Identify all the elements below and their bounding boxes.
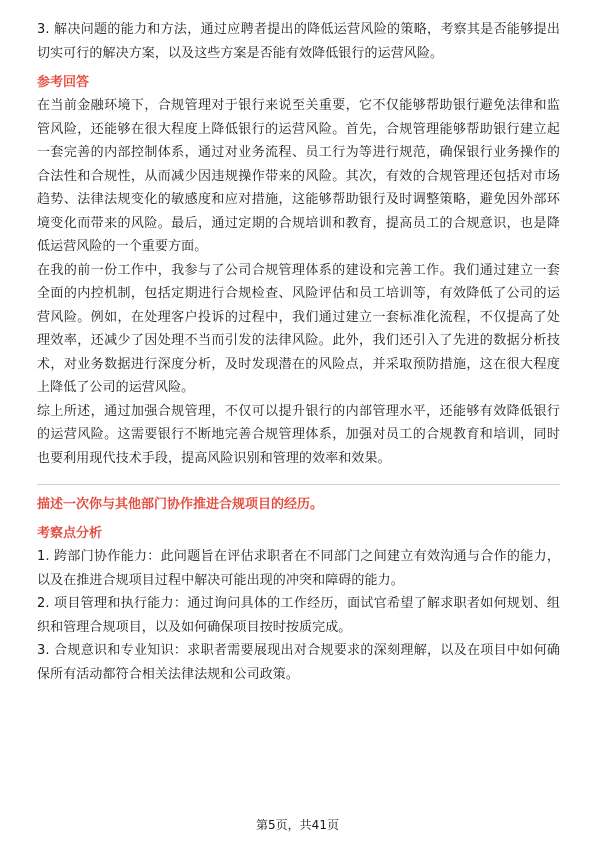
answer-paragraph-3: 综上所述，通过加强合规管理，不仅可以提升银行的内部管理水平，还能够有效降低银行的运营风险。这需要银行不断地完善合规管理体系，加强对员工的合规教育和培训，同时也要利用现代技术手段，提高风险识别和管理的效率和效果。 (37, 403, 560, 466)
point-3-text: 3. 解决问题的能力和方法，通过应聘者提出的降低运营风险的策略，考察其是否能够提出切实可行的解决方案，以及这些方案是否能有效降低银行的运营风险。 (37, 22, 560, 61)
analysis-point-3: 3. 合规意识和专业知识：求职者需要展现出对合规要求的深刻理解，以及在项目中如何确保所有活动都符合相关法律法规和公司政策。 (37, 643, 560, 682)
analysis-heading: 考察点分析 (37, 526, 103, 541)
section-divider (37, 484, 560, 485)
answer-paragraph-2: 在我的前一份工作中，我参与了公司合规管理体系的建设和完善工作。我们通过建立一套全面的内控机制，包括定期进行合规检查、风险评估和员工培训等，有效降低了公司的运营风险。例如，在处理客户投诉的过程中，我们通过建立一套标准化流程，不仅提高了处理效率，还减少了因处理不当而引发的法律风险。此外，我们还引入了先进的数据分析技术，对业务数据进行深度分析，及时发现潜在的风险点，并采取预防措施，这在很大程度上降低了公司的运营风险。 (37, 262, 560, 395)
document-page (37, 18, 560, 686)
answer-paragraph-1: 在当前金融环境下，合规管理对于银行来说至关重要，它不仅能够帮助银行避免法律和监管风险，还能够在很大程度上降低银行的运营风险。首先，合规管理能够帮助银行建立起一套完善的内部控制体系，通过对业务流程、员工行为等进行规范，确保银行业务操作的合法性和合规性，从而减少因违规操作带来的风险。其次，有效的合规管理还包括对市场趋势、法律法规变化的敏感度和应对措施，这能够帮助银行及时调整策略，避免因外部环境变化而带来的风险。最后，通过定期的合规培训和教育，提高员工的合规意识，也是降低运营风险的一个重要方面。 (37, 98, 560, 254)
analysis-point-1: 1. 跨部门协作能力：此问题旨在评估求职者在不同部门之间建立有效沟通与合作的能力，以及在推进合规项目过程中解决可能出现的冲突和障碍的能力。 (37, 549, 560, 588)
analysis-point-2: 2. 项目管理和执行能力：通过询问具体的工作经历，面试官希望了解求职者如何规划、组织和管理合规项目，以及如何确保项目按时按质完成。 (37, 596, 560, 635)
page-number: 第5页，共41页 (256, 818, 339, 832)
reference-answer-heading: 参考回答 (37, 75, 90, 90)
interview-question: 描述一次你与其他部门协作推进合规项目的经历。 (37, 497, 324, 512)
